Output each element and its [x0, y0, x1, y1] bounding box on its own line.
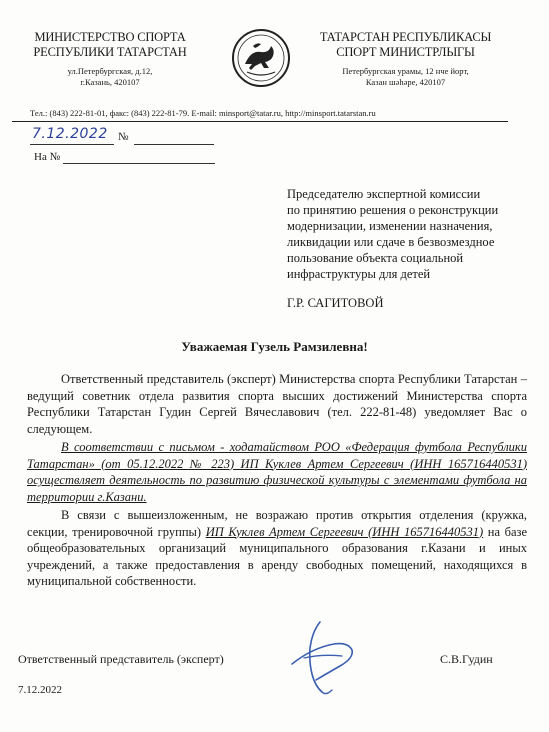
recipient-line: пользование объекта социальной [287, 251, 464, 265]
footer-date: 7.12.2022 [18, 684, 62, 696]
number-underline [134, 144, 214, 145]
letter-body [27, 371, 527, 590]
ministry-title-tt-line2: СПОРТ МИНИСТРЛЫГЫ [336, 45, 475, 59]
decision-entity: ИП Куклев Артем Сергеевич (ИНН 165716440531) [205, 524, 484, 539]
decision-text-end: на базе общеобразовательных организаций муниципального образования г.Казани и иных учреждений, а также предоставления в аренду свободных помещений, находящихся в муниципальной собственности. [27, 524, 528, 588]
signatory-name: С.В.Гудин [440, 652, 493, 666]
ministry-address-ru-line1: ул.Петербургская, д.12, [67, 66, 153, 76]
recipient-line: Председателю экспертной комиссии [287, 187, 481, 201]
recipient-block [287, 186, 537, 282]
paragraph-notification: Ответственный представитель (эксперт) Министерства спорта Республики Татарстан – ведущий советник отдела развития спорта высших достижений Министерства спорта Республики Татарстан Гудин Сергей Вячеславович (тел. 222-81-48) уведомляет Вас о следующем. [27, 372, 527, 436]
paragraph-decision [27, 507, 527, 590]
greeting: Уважаемая Гузель Рамзилевна! [181, 339, 368, 354]
handwritten-signature-icon [282, 618, 362, 700]
ministry-address-ru-line2: г.Казань, 420107 [80, 77, 140, 87]
signatory-role: Ответственный представитель (эксперт) [18, 652, 224, 666]
ministry-address-tt-line1: Петербургская урамы, 12 нче йорт, [342, 66, 469, 76]
ministry-address-tt [303, 66, 508, 88]
ministry-title-ru-line2: РЕСПУБЛИКИ ТАТАРСТАН [33, 45, 187, 59]
ministry-title-ru [10, 30, 210, 60]
decision-text-start: В связи с вышеизложенным, не возражаю против открытия отделения (кружка, секции, тренировочной группы) [27, 508, 527, 539]
ministry-title-ru-line1: МИНИСТЕРСТВО СПОРТА [34, 30, 186, 44]
recipient-line: модернизации, изменении назначения, [287, 219, 493, 233]
header-divider [12, 121, 508, 122]
ref-label: На № [34, 151, 61, 163]
tatarstan-emblem-icon [231, 28, 291, 88]
ref-underline [63, 163, 215, 164]
recipient-line: инфраструктуры для детей [287, 267, 431, 281]
ministry-address-ru [10, 66, 210, 88]
paragraph-petition: В соответствии с письмом - ходатайством РОО «Федерация футбола Республики Татарстан» (от 05.12.2022 № 223) ИП Куклев Артем Сергеевич (ИНН 165716440531) осуществляет деятельность по развитию физической культуры с элементами футбола на территории г.Казани. [27, 440, 527, 504]
contacts-line: Тел.: (843) 222-81-01, факс: (843) 222-81-79. E-mail: minsport@tatar.ru, http://minsport.tatarstan.ru [30, 108, 376, 118]
ministry-title-tt-line1: ТАТАРСТАН РЕСПУБЛИКАСЫ [319, 30, 492, 44]
ministry-title-tt [303, 30, 508, 60]
recipient-line: ликвидации или сдаче в безвозмездное [287, 235, 495, 249]
ministry-address-tt-line2: Казан шәһәре, 420107 [365, 77, 446, 87]
number-label: № [118, 131, 129, 143]
handwritten-date: 7.12.2022 [32, 126, 108, 142]
date-underline [30, 144, 114, 145]
recipient-line: по принятию решения о реконструкции [287, 203, 499, 217]
recipient-name: Г.Р. САГИТОВОЙ [287, 296, 384, 310]
